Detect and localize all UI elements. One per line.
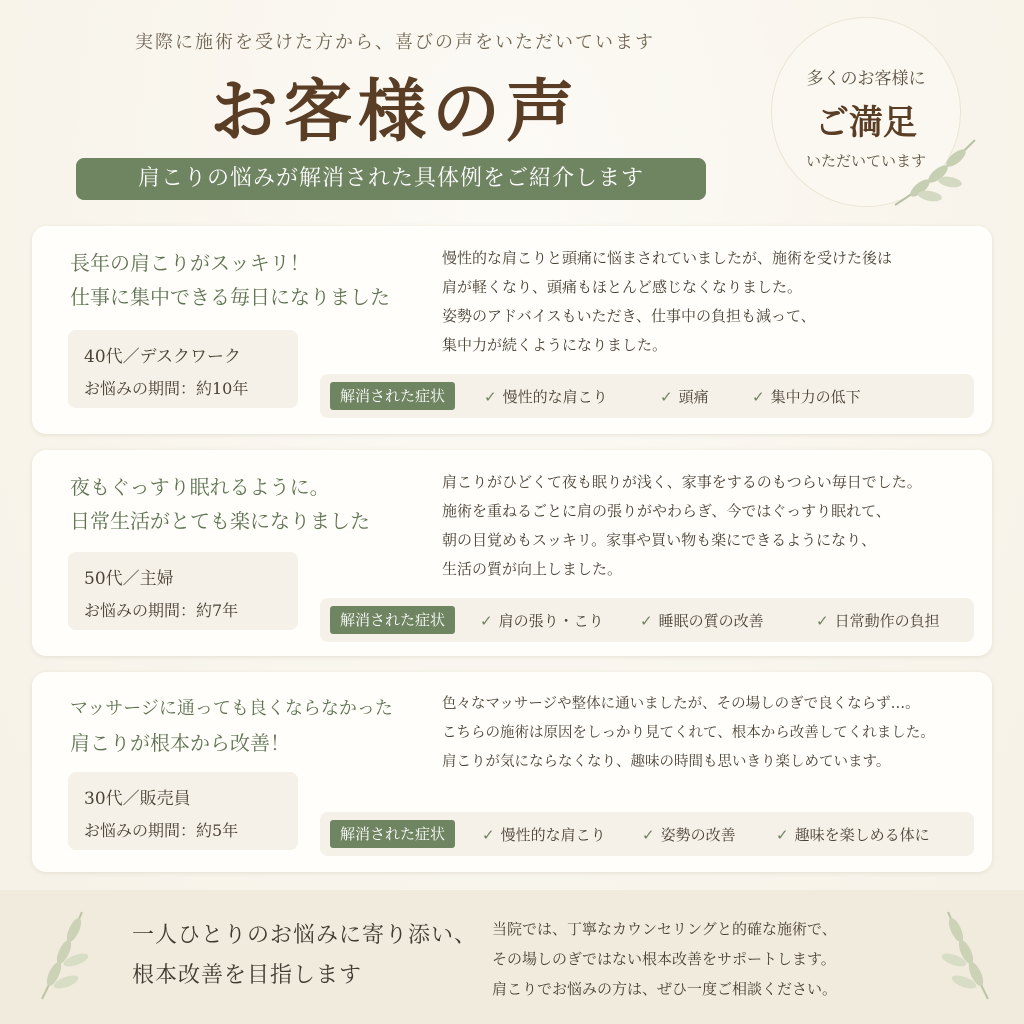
headline-line: 長年の肩こりがスッキリ！	[70, 251, 310, 275]
customer-age: 30代／販売員	[84, 789, 191, 809]
testimonial-headline	[70, 246, 390, 314]
footer-message-line: 根本改善を目指します	[132, 963, 363, 988]
badge-line3: いただいています	[805, 152, 926, 170]
footer-desc-line: その場しのぎではない根本改善をサポートします。	[492, 950, 836, 968]
leaf-icon	[32, 904, 112, 1004]
header-banner: 肩こりの悩みが解消された具体例をご紹介します	[76, 158, 706, 200]
badge-line2: ご満足	[815, 103, 917, 143]
symptom-item: ✓ 慢性的な肩こり	[484, 388, 608, 406]
symptom-item: ✓ 集中力の低下	[752, 388, 861, 406]
badge-line1: 多くのお客様に	[806, 69, 926, 89]
check-icon: ✓	[660, 388, 673, 406]
headline-line: 日常生活がとても楽になりました	[70, 509, 370, 533]
symptom-tag: 解消された症状	[330, 820, 455, 848]
testimonial-card	[32, 450, 992, 656]
body-line: 色々なマッサージや整体に通いましたが、その場しのぎで良くならず…。	[442, 696, 920, 712]
testimonial-body	[442, 244, 892, 360]
leaf-icon	[918, 904, 998, 1004]
symptom-list	[320, 598, 974, 642]
symptom-item: ✓ 頭痛	[660, 388, 709, 406]
header-subtitle: 実際に施術を受けた方から、喜びの声をいただいています	[135, 32, 655, 53]
symptom-item: ✓ 趣味を楽しめる体に	[776, 826, 930, 844]
symptom-item: ✓ 姿勢の改善	[642, 826, 736, 844]
headline-line: マッサージに通っても良くならなかった	[70, 698, 393, 719]
symptom-item: ✓ 慢性的な肩こり	[482, 826, 606, 844]
body-line: 肩が軽くなり、頭痛もほとんど感じなくなりました。	[442, 278, 803, 296]
footer-desc-line: 当院では、丁寧なカウンセリングと的確な施術で、	[492, 920, 837, 938]
footer-description	[492, 914, 837, 1004]
headline-line: 仕事に集中できる毎日になりました	[70, 285, 390, 309]
headline-line: 肩こりが根本から改善！	[70, 731, 290, 755]
testimonial-card	[32, 226, 992, 434]
body-line: 慢性的な肩こりと頭痛に悩まされていましたが、施術を受けた後は	[442, 249, 893, 267]
body-line: こちらの施術は原因をしっかり見てくれて、根本から改善してくれました。	[442, 725, 935, 741]
body-line: 姿勢のアドバイスもいただき、仕事中の負担も減って、	[442, 307, 816, 325]
footer-message	[132, 916, 477, 996]
symptom-tag: 解消された症状	[330, 382, 455, 410]
customer-profile	[68, 552, 298, 630]
customer-age: 40代／デスクワーク	[84, 347, 241, 367]
customer-age: 50代／主婦	[84, 569, 174, 589]
check-icon: ✓	[640, 612, 653, 630]
testimonial-headline	[70, 470, 370, 538]
symptom-item: ✓ 日常動作の負担	[816, 612, 940, 630]
check-icon: ✓	[816, 612, 829, 630]
symptom-list	[320, 812, 974, 856]
customer-profile	[68, 772, 298, 850]
body-line: 肩こりがひどくて夜も眠りが浅く、家事をするのもつらい毎日でした。	[442, 473, 922, 491]
body-line: 朝の目覚めもスッキリ。家事や買い物も楽にできるようになり、	[442, 531, 877, 549]
body-line: 施術を重ねるごとに肩の張りがやわらぎ、今ではぐっすり眠れて、	[442, 502, 891, 520]
symptom-item: ✓ 肩の張り・こり	[480, 612, 604, 630]
footer	[0, 890, 1024, 1024]
check-icon: ✓	[752, 388, 765, 406]
check-icon: ✓	[484, 388, 497, 406]
concern-period: お悩みの期間：約7年	[84, 601, 239, 620]
page-title: お客様の声	[209, 72, 580, 152]
symptom-tag: 解消された症状	[330, 606, 455, 634]
check-icon: ✓	[482, 826, 495, 844]
leaf-icon	[890, 130, 980, 210]
testimonial-body	[442, 468, 922, 584]
concern-period: お悩みの期間：約5年	[84, 821, 239, 840]
symptom-item: ✓ 睡眠の質の改善	[640, 612, 764, 630]
customer-profile	[68, 330, 298, 408]
check-icon: ✓	[642, 826, 655, 844]
testimonial-body	[442, 690, 935, 777]
concern-period: お悩みの期間：約10年	[84, 379, 249, 398]
check-icon: ✓	[776, 826, 789, 844]
symptom-list	[320, 374, 974, 418]
body-line: 肩こりが気にならなくなり、趣味の時間も思いきり楽しめています。	[442, 754, 891, 770]
check-icon: ✓	[480, 612, 493, 630]
body-line: 集中力が続くようになりました。	[442, 336, 668, 354]
body-line: 生活の質が向上しました。	[442, 560, 623, 578]
testimonial-headline	[70, 692, 393, 760]
testimonial-card	[32, 672, 992, 872]
footer-desc-line: 肩こりでお悩みの方は、ぜひ一度ご相談ください。	[492, 980, 838, 998]
headline-line: 夜もぐっすり眠れるように。	[70, 475, 330, 499]
footer-message-line: 一人ひとりのお悩みに寄り添い、	[132, 923, 478, 948]
